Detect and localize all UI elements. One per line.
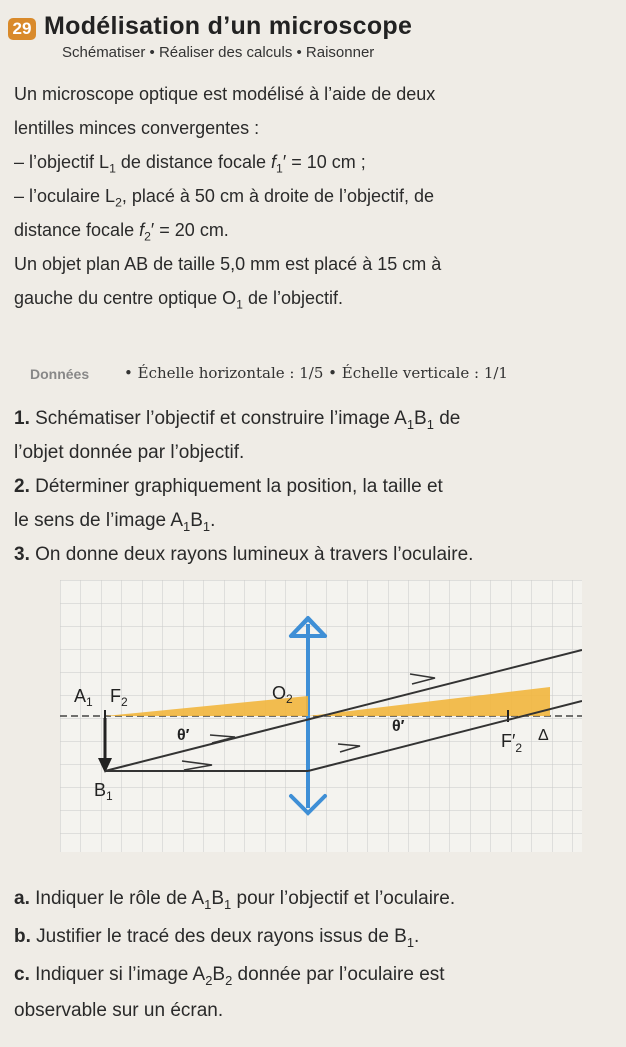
subquestion-c-line-2: observable sur un écran.	[14, 1000, 224, 1021]
subquestion-b: b. Justifier le tracé des deux rayons issus de $B_1$.	[14, 926, 420, 950]
object-line-2: gauche du centre optique $O_1$ de l’objectif.	[14, 288, 344, 312]
donnees-scales: • Échelle horizontale : 1/5 • Échelle verticale : 1/1	[124, 364, 508, 382]
exercise-number-badge: 29	[8, 18, 36, 40]
donnees-label: Données	[30, 366, 90, 382]
question-2-line-2: le sens de l’image $A_1B_1$.	[14, 510, 216, 534]
question-1-line-2: l’objet donnée par l’objectif.	[14, 442, 245, 463]
intro-line-1: Un microscope optique est modélisé à l’aide de deux	[14, 84, 436, 104]
subquestion-a: a. Indiquer le rôle de $A_1B_1$ pour l’objectif et l’oculaire.	[14, 888, 456, 912]
label-A1: $A_1$	[74, 686, 93, 709]
eyepiece-focal-line: distance focale $f_2' = 20$ cm.	[14, 220, 229, 244]
objective-item: – l’objectif $L_1$ de distance focale $f_1' = 10$ cm ;	[14, 152, 366, 176]
label-O2: $O_2$	[272, 683, 293, 706]
eyepiece-item: – l’oculaire $L_2$, placé à 50 cm à droite de l’objectif, de	[14, 186, 435, 210]
label-delta: Δ	[538, 727, 549, 744]
label-theta-right: θ′	[392, 718, 405, 735]
question-2-line-1: 2. Déterminer graphiquement la position, la taille et	[14, 476, 443, 497]
label-F2-prime: $F'_2$	[501, 731, 523, 755]
optics-diagram	[60, 580, 582, 852]
question-3: 3. On donne deux rayons lumineux à travers l’oculaire.	[14, 544, 474, 565]
label-theta-left: θ′	[177, 727, 190, 744]
skills-subtitle: Schématiser • Réaliser des calculs • Raisonner	[62, 44, 375, 61]
intro-line-2: lentilles minces convergentes :	[14, 118, 260, 138]
label-B1: $B_1$	[94, 780, 113, 803]
question-1-line-1: 1. Schématiser l’objectif et construire l’image $A_1B_1$ de	[14, 408, 461, 432]
exercise-title: Modélisation d’un microscope	[44, 12, 413, 40]
object-line-1: Un objet plan AB de taille 5,0 mm est placé à 15 cm à	[14, 254, 442, 274]
label-F2: $F_2$	[110, 686, 128, 709]
subquestion-c-line-1: c. Indiquer si l’image $A_2B_2$ donnée par l’oculaire est	[14, 964, 445, 988]
